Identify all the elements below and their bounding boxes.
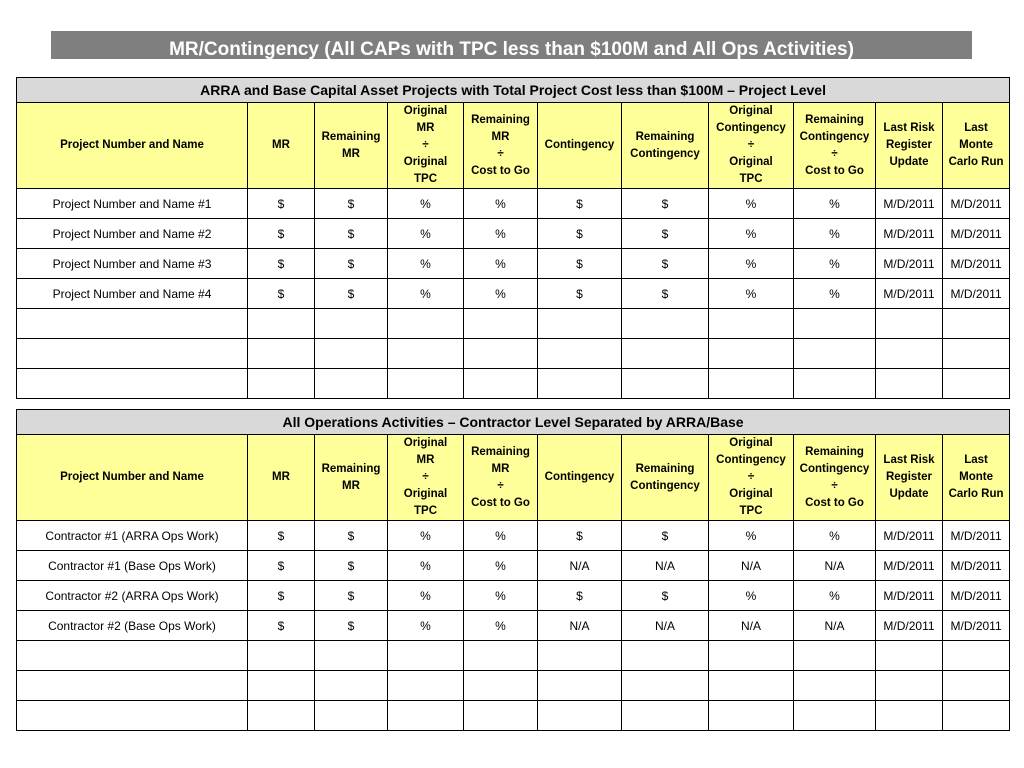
table-cell xyxy=(709,701,794,731)
table-row xyxy=(17,521,1010,551)
column-header-line: Cost to Go xyxy=(471,496,530,509)
table-cell xyxy=(464,671,538,701)
column-header xyxy=(943,435,1010,521)
table-cell: % xyxy=(464,581,538,611)
table-cell xyxy=(709,339,794,369)
column-header-line: Last Risk xyxy=(883,122,935,134)
column-header xyxy=(538,435,622,521)
table-cell: M/D/2011 xyxy=(943,611,1010,641)
column-header-line: Contingency xyxy=(630,147,700,160)
column-header xyxy=(248,103,315,189)
column-header-line: ÷ xyxy=(422,471,429,483)
column-header-line: ÷ xyxy=(497,147,504,160)
table-cell xyxy=(538,369,622,399)
column-header-line: Remaining xyxy=(805,445,864,458)
table-cell: $ xyxy=(248,581,315,611)
table-cell: $ xyxy=(622,521,709,551)
row-label-cell: Contractor #1 (Base Ops Work) xyxy=(17,551,248,581)
table-cell: $ xyxy=(622,279,709,309)
table-cell: $ xyxy=(622,581,709,611)
table-cell: N/A xyxy=(794,611,876,641)
table-cell xyxy=(248,641,315,671)
column-header xyxy=(315,435,388,521)
table-cell xyxy=(709,309,794,339)
table-cell: $ xyxy=(315,551,388,581)
row-label-cell xyxy=(17,701,248,731)
column-header xyxy=(464,435,538,521)
row-label-cell: Project Number and Name #2 xyxy=(17,219,248,249)
table-cell: % xyxy=(709,279,794,309)
column-header-line: Original xyxy=(729,156,773,168)
table-cell: % xyxy=(388,249,464,279)
table-cell: % xyxy=(794,189,876,219)
table-cell xyxy=(315,641,388,671)
table-cell xyxy=(248,701,315,731)
row-label-cell: Project Number and Name #1 xyxy=(17,189,248,219)
table-cell xyxy=(315,339,388,369)
table-cell: % xyxy=(464,279,538,309)
table-cell xyxy=(876,369,943,399)
table-cell xyxy=(943,369,1010,399)
table-cell xyxy=(943,701,1010,731)
column-header-line: MR xyxy=(342,147,360,160)
column-header-line: Cost to Go xyxy=(805,164,864,177)
column-header-line: Original xyxy=(729,105,773,117)
table-cell xyxy=(943,641,1010,671)
table-cell xyxy=(464,309,538,339)
column-header-line: ÷ xyxy=(831,147,838,160)
table-cell xyxy=(794,339,876,369)
row-label-cell: Project Number and Name #3 xyxy=(17,249,248,279)
table-cell xyxy=(876,641,943,671)
table-cell: M/D/2011 xyxy=(876,279,943,309)
empty-table-row xyxy=(17,309,1010,339)
empty-table-row xyxy=(17,369,1010,399)
column-header xyxy=(17,103,248,189)
capital-projects-table xyxy=(16,77,1010,399)
table-cell: % xyxy=(794,219,876,249)
column-header xyxy=(709,103,794,189)
column-header-line: Monte xyxy=(959,471,993,483)
table-cell: % xyxy=(794,521,876,551)
table-cell xyxy=(315,701,388,731)
row-label-cell xyxy=(17,369,248,399)
table-cell: M/D/2011 xyxy=(876,581,943,611)
table-cell: $ xyxy=(622,249,709,279)
page-title: MR/Contingency (All CAPs with TPC less than $100M and All Ops Activities) xyxy=(51,31,972,59)
table-cell xyxy=(943,671,1010,701)
table-cell: M/D/2011 xyxy=(876,611,943,641)
column-header-line: Remaining xyxy=(321,130,381,143)
table-cell xyxy=(538,309,622,339)
column-header-line: Contingency xyxy=(716,122,786,134)
column-header-line: Remaining xyxy=(635,462,695,475)
table-cell xyxy=(622,369,709,399)
table-cell xyxy=(709,671,794,701)
column-header-line: MR xyxy=(272,471,290,483)
table-cell xyxy=(388,641,464,671)
column-header-line: Carlo Run xyxy=(948,156,1004,168)
table-cell: $ xyxy=(538,521,622,551)
row-label-cell: Contractor #1 (ARRA Ops Work) xyxy=(17,521,248,551)
table-cell xyxy=(315,671,388,701)
table-cell xyxy=(622,641,709,671)
table-cell xyxy=(464,641,538,671)
section-header-row xyxy=(17,410,1010,435)
table-cell xyxy=(709,641,794,671)
column-header xyxy=(794,103,876,189)
table-cell xyxy=(622,671,709,701)
column-header-line: Original xyxy=(403,437,448,449)
row-label-cell xyxy=(17,339,248,369)
column-header-line: Cost to Go xyxy=(471,164,530,177)
table-cell: $ xyxy=(248,249,315,279)
column-header xyxy=(876,103,943,189)
column-header-line: Register xyxy=(885,139,933,151)
table-cell: $ xyxy=(538,219,622,249)
table-cell: M/D/2011 xyxy=(876,521,943,551)
table-row xyxy=(17,279,1010,309)
column-header xyxy=(622,435,709,521)
table-cell: N/A xyxy=(709,611,794,641)
column-header-line: TPC xyxy=(739,505,763,517)
empty-table-row xyxy=(17,641,1010,671)
table-cell: $ xyxy=(248,279,315,309)
table-cell: $ xyxy=(248,189,315,219)
column-header xyxy=(794,435,876,521)
table-cell xyxy=(622,309,709,339)
column-header xyxy=(943,103,1010,189)
table-cell: $ xyxy=(538,249,622,279)
table-cell xyxy=(464,701,538,731)
column-header-line: ÷ xyxy=(747,471,755,483)
table-row xyxy=(17,189,1010,219)
table-cell: % xyxy=(464,219,538,249)
table-cell: $ xyxy=(315,581,388,611)
column-header-line: Remaining xyxy=(321,462,381,475)
column-header-line: Remaining xyxy=(805,113,864,126)
column-header-line: Contingency xyxy=(799,462,870,475)
column-header-line: ÷ xyxy=(497,479,504,492)
column-header-row xyxy=(17,103,1010,189)
table-cell: % xyxy=(709,249,794,279)
table-cell: N/A xyxy=(794,551,876,581)
table-cell xyxy=(388,339,464,369)
column-header-line: MR xyxy=(342,479,360,492)
table-cell: M/D/2011 xyxy=(876,189,943,219)
table-cell: $ xyxy=(622,189,709,219)
table-cell: % xyxy=(464,249,538,279)
column-header-line: Register xyxy=(885,471,933,483)
table-cell: % xyxy=(709,219,794,249)
table-row xyxy=(17,611,1010,641)
column-header-line: Contingency xyxy=(544,139,615,151)
column-header-line: MR xyxy=(416,122,435,134)
empty-table-row xyxy=(17,671,1010,701)
table-cell xyxy=(622,339,709,369)
table-cell: $ xyxy=(248,611,315,641)
column-header-line: MR xyxy=(491,130,510,143)
column-header xyxy=(388,103,464,189)
column-header xyxy=(538,103,622,189)
column-header-line: ÷ xyxy=(831,479,838,492)
column-header-line: MR xyxy=(416,454,435,466)
table-cell xyxy=(943,339,1010,369)
table-cell xyxy=(388,309,464,339)
column-header-line: Monte xyxy=(959,139,993,151)
table-cell: M/D/2011 xyxy=(943,551,1010,581)
column-header-line: Project Number and Name xyxy=(60,139,204,151)
table-cell xyxy=(943,309,1010,339)
column-header xyxy=(709,435,794,521)
empty-table-row xyxy=(17,701,1010,731)
table-cell: $ xyxy=(315,611,388,641)
table-cell xyxy=(388,701,464,731)
column-header-line: Contingency xyxy=(716,454,786,466)
table-cell xyxy=(538,671,622,701)
row-label-cell: Project Number and Name #4 xyxy=(17,279,248,309)
row-label-cell: Contractor #2 (ARRA Ops Work) xyxy=(17,581,248,611)
column-header xyxy=(622,103,709,189)
table-cell xyxy=(709,369,794,399)
table-cell: % xyxy=(794,279,876,309)
table-cell: $ xyxy=(538,189,622,219)
table-cell xyxy=(248,339,315,369)
column-header-line: Remaining xyxy=(471,445,530,458)
table-cell xyxy=(315,369,388,399)
section-header-row xyxy=(17,78,1010,103)
column-header-line: TPC xyxy=(414,505,437,517)
table-cell xyxy=(876,671,943,701)
table-row xyxy=(17,581,1010,611)
table-cell xyxy=(538,339,622,369)
table-cell xyxy=(315,309,388,339)
column-header-line: Update xyxy=(889,156,929,168)
column-header xyxy=(388,435,464,521)
table-cell xyxy=(464,369,538,399)
column-header-line: Original xyxy=(403,105,448,117)
table-row xyxy=(17,219,1010,249)
column-header-line: Last xyxy=(964,454,988,466)
table-cell: N/A xyxy=(622,551,709,581)
table-cell: M/D/2011 xyxy=(876,551,943,581)
column-header-line: ÷ xyxy=(747,139,755,151)
table-cell xyxy=(538,701,622,731)
table-cell: N/A xyxy=(538,611,622,641)
empty-table-row xyxy=(17,339,1010,369)
table-cell: $ xyxy=(538,581,622,611)
column-header-line: MR xyxy=(272,139,290,151)
column-header-line: Remaining xyxy=(471,113,530,126)
column-header-line: TPC xyxy=(414,173,437,185)
table-cell: M/D/2011 xyxy=(943,189,1010,219)
table-cell: % xyxy=(388,611,464,641)
table-cell: $ xyxy=(315,521,388,551)
table-cell: % xyxy=(464,521,538,551)
row-label-cell xyxy=(17,641,248,671)
table-cell: $ xyxy=(248,219,315,249)
table-cell xyxy=(248,671,315,701)
operations-activities-table xyxy=(16,409,1010,731)
table-cell: M/D/2011 xyxy=(876,219,943,249)
table-cell: $ xyxy=(315,279,388,309)
table-cell: M/D/2011 xyxy=(943,279,1010,309)
table-cell: % xyxy=(388,521,464,551)
table-cell xyxy=(876,309,943,339)
column-header xyxy=(464,103,538,189)
section-title: All Operations Activities – Contractor Level Separated by ARRA/Base xyxy=(17,410,1010,435)
column-header-line: Cost to Go xyxy=(805,496,864,509)
table-cell: % xyxy=(464,189,538,219)
table-cell xyxy=(794,641,876,671)
table-cell: N/A xyxy=(709,551,794,581)
column-header-line: Carlo Run xyxy=(948,488,1004,500)
table-cell: % xyxy=(388,219,464,249)
column-header-line: Contingency xyxy=(544,471,615,483)
table-cell: $ xyxy=(315,249,388,279)
table-cell: $ xyxy=(248,521,315,551)
table-cell xyxy=(794,671,876,701)
column-header-line: ÷ xyxy=(422,139,429,151)
column-header-row xyxy=(17,435,1010,521)
table-row xyxy=(17,551,1010,581)
table-cell: M/D/2011 xyxy=(943,581,1010,611)
table-cell xyxy=(622,701,709,731)
table-cell: $ xyxy=(538,279,622,309)
table-row xyxy=(17,249,1010,279)
table-cell: N/A xyxy=(538,551,622,581)
table-cell: % xyxy=(388,551,464,581)
table-cell xyxy=(464,339,538,369)
row-label-cell: Contractor #2 (Base Ops Work) xyxy=(17,611,248,641)
table-cell xyxy=(248,309,315,339)
table-cell: $ xyxy=(315,189,388,219)
table-cell: M/D/2011 xyxy=(943,219,1010,249)
table-cell xyxy=(876,339,943,369)
table-cell: % xyxy=(709,189,794,219)
table-cell: M/D/2011 xyxy=(876,249,943,279)
row-label-cell xyxy=(17,309,248,339)
column-header-line: Contingency xyxy=(799,130,870,143)
table-cell xyxy=(794,369,876,399)
table-cell: $ xyxy=(248,551,315,581)
table-cell xyxy=(388,671,464,701)
column-header xyxy=(17,435,248,521)
table-cell: % xyxy=(464,611,538,641)
column-header-line: Update xyxy=(889,488,929,500)
table-cell: M/D/2011 xyxy=(943,521,1010,551)
column-header-line: Original xyxy=(729,488,773,500)
table-cell: % xyxy=(709,581,794,611)
table-cell xyxy=(248,369,315,399)
table-cell xyxy=(538,641,622,671)
column-header-line: Original xyxy=(729,437,773,449)
column-header-line: MR xyxy=(491,462,510,475)
table-cell: % xyxy=(464,551,538,581)
table-cell: $ xyxy=(622,219,709,249)
column-header-line: TPC xyxy=(739,173,763,185)
table-cell xyxy=(794,701,876,731)
section-title: ARRA and Base Capital Asset Projects with Total Project Cost less than $100M – Project Level xyxy=(17,78,1010,103)
column-header-line: Contingency xyxy=(630,479,700,492)
column-header xyxy=(315,103,388,189)
column-header-line: Original xyxy=(403,488,448,500)
column-header xyxy=(876,435,943,521)
table-cell: N/A xyxy=(622,611,709,641)
column-header-line: Original xyxy=(403,156,448,168)
table-cell: % xyxy=(794,249,876,279)
table-cell: % xyxy=(388,279,464,309)
table-cell xyxy=(794,309,876,339)
column-header-line: Remaining xyxy=(635,130,695,143)
column-header-line: Last xyxy=(964,122,988,134)
table-cell: M/D/2011 xyxy=(943,249,1010,279)
table-cell: $ xyxy=(315,219,388,249)
column-header-line: Project Number and Name xyxy=(60,471,204,483)
table-cell: % xyxy=(709,521,794,551)
column-header-line: Last Risk xyxy=(883,454,935,466)
table-cell xyxy=(388,369,464,399)
table-cell: % xyxy=(388,581,464,611)
row-label-cell xyxy=(17,671,248,701)
table-cell: % xyxy=(794,581,876,611)
column-header xyxy=(248,435,315,521)
table-cell: % xyxy=(388,189,464,219)
table-cell xyxy=(876,701,943,731)
